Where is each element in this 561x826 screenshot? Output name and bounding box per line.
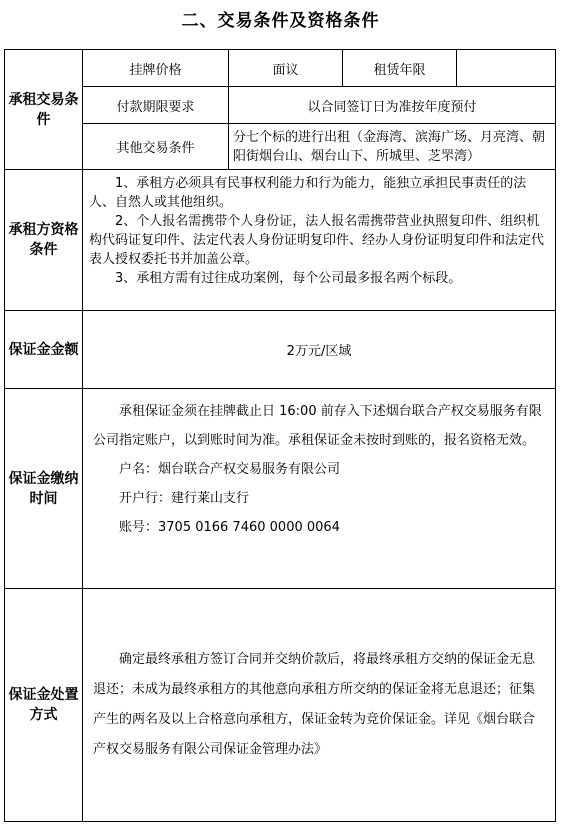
deposit-time-content	[83, 389, 556, 589]
qualification-item: 3、承租方需有过往成功案例，每个公司最多报名两个标段。	[115, 271, 462, 286]
payment-term-value: 以合同签订日为准按年度预付	[229, 87, 556, 124]
account-number: 账号：3705 0166 7460 0000 0064	[119, 520, 340, 535]
deposit-time-label: 保证金缴纳时间	[5, 389, 83, 589]
deposit-handling-paragraph: 确定最终承租方签订合同并交纳价款后，将最终承租方交纳的保证金无息退还；未成为最终承租方的其他意向承租方所交纳的保证金将无息退还；征集产生的两名及以上合格意向承租方，保证金转为竞价保证金。详见《烟台联合产权交易服务有限公司保证金管理办法》	[93, 652, 536, 757]
listing-price-label: 挂牌价格	[83, 50, 229, 87]
deposit-time-paragraph: 承租保证金须在挂牌截止日 16:00 前存入下述烟台联合产权交易服务有限公司指定账户，以到账时间为准。承租保证金未按时到账的，报名资格无效。	[93, 404, 542, 448]
deposit-amount-label: 保证金金额	[5, 311, 83, 389]
page-title: 二、交易条件及资格条件	[181, 11, 380, 31]
deposit-handling-content	[83, 589, 556, 822]
lease-term-value	[457, 50, 556, 87]
conditions-table	[4, 49, 556, 822]
deposit-amount-value: 2万元/区域	[83, 311, 556, 389]
payment-term-label: 付款期限要求	[83, 87, 229, 124]
other-conditions-value: 分七个标的进行出租（金海湾、滨海广场、月亮湾、朝阳街烟台山、烟台山下、所城里、芝罘湾）	[229, 124, 556, 170]
qualification-item: 1、承租方必须具有民事权利能力和行为能力，能独立承担民事责任的法人、自然人或其他组织。	[89, 176, 527, 210]
account-name: 户名：烟台联合产权交易服务有限公司	[119, 462, 341, 477]
bank-branch: 开户行：建行莱山支行	[119, 491, 250, 506]
trade-conditions-label: 承租交易条件	[5, 50, 83, 170]
lease-term-label: 租赁年限	[343, 50, 457, 87]
deposit-handling-label: 保证金处置方式	[5, 589, 83, 822]
other-conditions-label: 其他交易条件	[83, 124, 229, 170]
listing-price-value: 面议	[229, 50, 343, 87]
qualification-label: 承租方资格条件	[5, 170, 83, 311]
qualification-content	[83, 170, 556, 311]
qualification-item: 2、个人报名需携带个人身份证，法人报名需携带营业执照复印件、组织机构代码证复印件、法定代表人身份证明复印件、经办人身份证明复印件和法定代表人授权委托书并加盖公章。	[89, 214, 545, 267]
